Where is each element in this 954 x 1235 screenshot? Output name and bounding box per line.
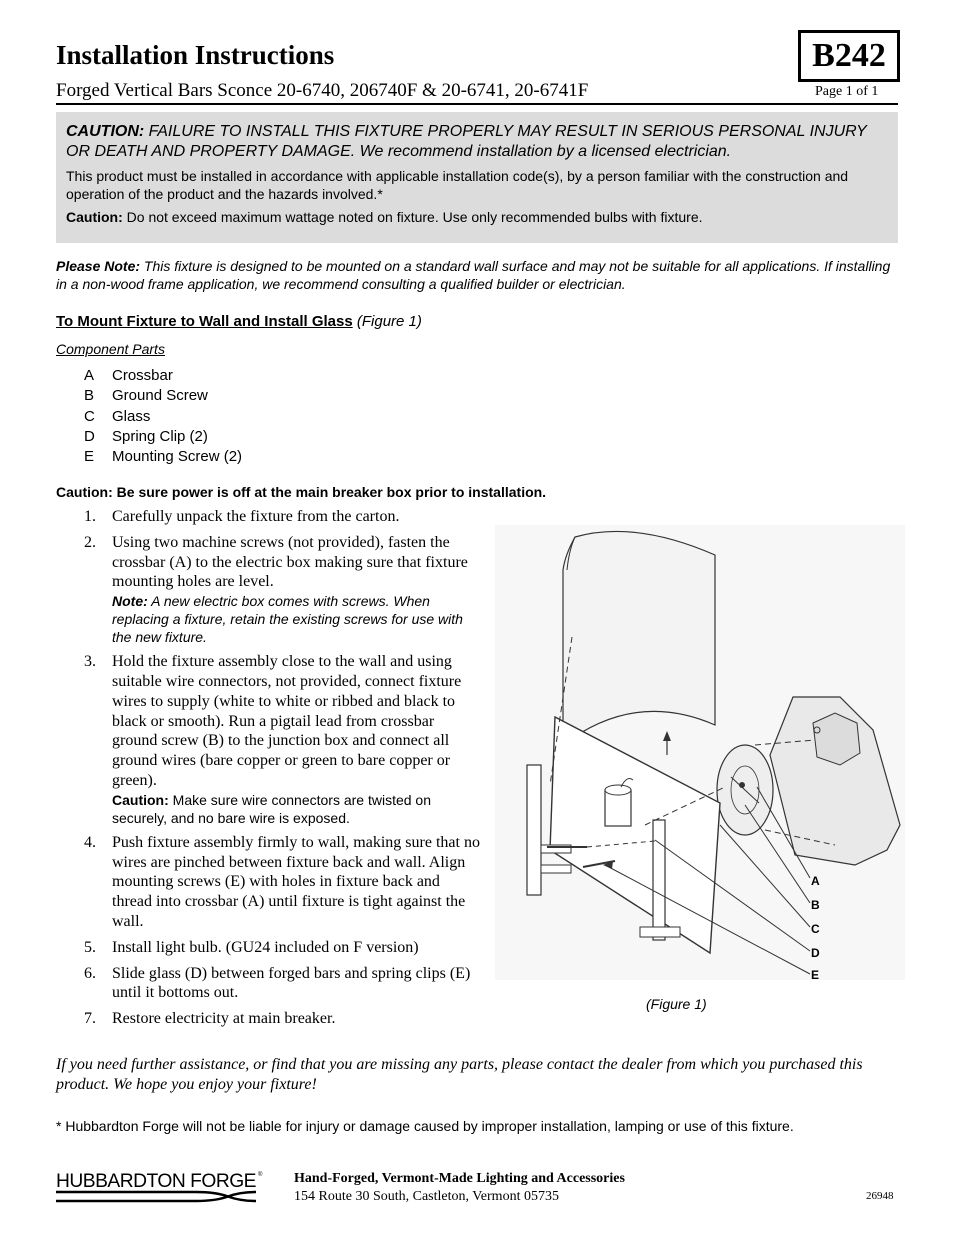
steps-list — [84, 507, 480, 1035]
list-item — [84, 447, 242, 467]
footer-address: 154 Route 30 South, Castleton, Vermont 05735 — [294, 1189, 559, 1204]
list-item — [84, 407, 242, 427]
step-caution-text: Make sure wire connectors are twisted on securely, and no bare wire is exposed. — [112, 791, 431, 826]
caution-heading — [66, 122, 886, 162]
step-text: Using two machine screws (not provided), fasten the crossbar (A) to the electric box making sure that fixture mounting holes are level. — [112, 533, 468, 591]
step-4 — [84, 833, 480, 932]
part-name: Ground Screw — [112, 387, 208, 405]
assistance-paragraph: If you need further assistance, or find that you are missing any parts, please contact the dealer from which you purchased this product. We hope you enjoy your fixture! — [56, 1056, 863, 1093]
step-text: Slide glass (D) between forged bars and spring clips (E) until it bottoms out. — [112, 964, 471, 1002]
step-note-label: Note: — [112, 593, 148, 610]
hubbardton-forge-logo — [56, 1168, 266, 1210]
component-parts-heading: Component Parts — [56, 341, 165, 357]
list-item — [84, 427, 242, 447]
step-number: 4. — [84, 833, 96, 851]
part-name: Spring Clip (2) — [112, 427, 208, 445]
right-forged-bar-shape — [653, 820, 665, 940]
section-title-text: To Mount Fixture to Wall and Install Glass — [56, 313, 353, 330]
footer-tagline: Hand-Forged, Vermont-Made Lighting and Accessories — [294, 1171, 625, 1186]
figure-label-c: C — [811, 922, 820, 936]
wattage-caution-label: Caution: — [66, 209, 123, 225]
caution-box — [56, 112, 898, 243]
step-text: Push fixture assembly firmly to wall, making sure that no wires are pinched between fixture back and wall. Align mounting screws (E) with holes in fixture back and thread into crossbar (A) until fixture is tight against the wall. — [112, 833, 480, 930]
part-letter: E — [84, 448, 95, 466]
step-5 — [84, 938, 480, 958]
figure-label-e: E — [811, 968, 820, 980]
liability-disclaimer: * Hubbardton Forge will not be liable for injury or damage caused by improper installation, lamping or use of this fixture. — [56, 1118, 794, 1134]
product-subtitle: Forged Vertical Bars Sconce 20-6740, 206740F & 20-6741, 20-6741F — [56, 80, 589, 101]
svg-text:®: ® — [258, 1172, 263, 1178]
step-caution-label: Caution: — [112, 791, 169, 808]
part-letter: A — [84, 367, 95, 384]
step-1 — [84, 507, 480, 527]
figure-label-d: D — [811, 946, 820, 960]
page-title: Installation Instructions — [56, 40, 335, 70]
list-item — [84, 366, 242, 386]
step-number: 7. — [84, 1010, 96, 1028]
step-number: 1. — [84, 508, 96, 525]
installation-code-paragraph: This product must be installed in accordance with applicable installation code(s), by a person familiar with the construction and operation of the product and the hazards involved.* — [66, 168, 849, 202]
step-number: 6. — [84, 964, 96, 982]
step-number: 3. — [84, 653, 96, 671]
document-code-badge: B242 — [798, 30, 900, 82]
wattage-caution-text: Do not exceed maximum wattage noted on fixture. Use only recommended bulbs with fixture. — [122, 209, 703, 225]
step-note-text: A new electric box comes with screws. When replacing a fixture, retain the existing screws for use with the new fixture. — [112, 593, 463, 646]
svg-text:HUBBARDTON FORGE: HUBBARDTON FORGE — [56, 1171, 256, 1192]
figure-caption: (Figure 1) — [646, 996, 707, 1012]
page-number: Page 1 of 1 — [815, 84, 879, 99]
part-name: Crossbar — [112, 367, 173, 384]
part-name: Mounting Screw (2) — [112, 448, 243, 466]
part-letter: C — [84, 407, 95, 425]
power-caution: Caution: Be sure power is off at the main breaker box prior to installation. — [56, 484, 547, 500]
figure-label-b: B — [811, 898, 820, 912]
step-3 — [84, 652, 480, 827]
step-caution — [112, 791, 480, 827]
step-text: Carefully unpack the fixture from the carton. — [112, 508, 400, 525]
part-letter: D — [84, 427, 95, 445]
caution-heading-label: CAUTION: — [66, 123, 145, 140]
wattage-caution — [66, 208, 886, 226]
step-text: Hold the fixture assembly close to the wall and using suitable wire connectors, not provided, connect fixture wires to supply (white to white or ribbed and black to black or smooth). Run a pigtail lead from crossbar ground screw (B) to the junction box and connect all ground wires (bare copper or green to bare copper or green). — [112, 653, 462, 789]
figure-label-a: A — [811, 874, 820, 888]
step-7 — [84, 1009, 480, 1029]
step-6 — [84, 964, 480, 1004]
list-item — [84, 386, 242, 406]
component-parts-list — [84, 366, 242, 467]
step-text: Restore electricity at main breaker. — [112, 1010, 336, 1028]
please-note-label: Please Note: — [56, 258, 141, 274]
electric-box-shape — [813, 713, 860, 765]
section-title — [56, 313, 422, 330]
left-forged-bar-shape — [527, 765, 541, 895]
section-figure-ref: (Figure 1) — [352, 313, 422, 330]
step-note — [112, 592, 480, 646]
please-note-text: This fixture is designed to be mounted on a standard wall surface and may not be suitable for all applications. If installing in a non-wood frame application, we recommend consulting a qualified builder or electrician. — [56, 258, 891, 292]
exploded-diagram — [495, 525, 905, 980]
step-number: 2. — [84, 533, 96, 551]
document-number: 26948 — [866, 1190, 894, 1202]
part-name: Glass — [112, 407, 151, 425]
header-divider — [56, 103, 898, 105]
step-2 — [84, 533, 480, 646]
caution-heading-text: FAILURE TO INSTALL THIS FIXTURE PROPERLY MAY RESULT IN SERIOUS PERSONAL INJURY OR DEATH AND PROPERTY DAMAGE. We recommend installation by a licensed electrician. — [66, 123, 867, 160]
step-number: 5. — [84, 938, 96, 956]
step-text: Install light bulb. (GU24 included on F version) — [112, 938, 419, 956]
part-letter: B — [84, 387, 95, 405]
please-note — [56, 257, 898, 293]
